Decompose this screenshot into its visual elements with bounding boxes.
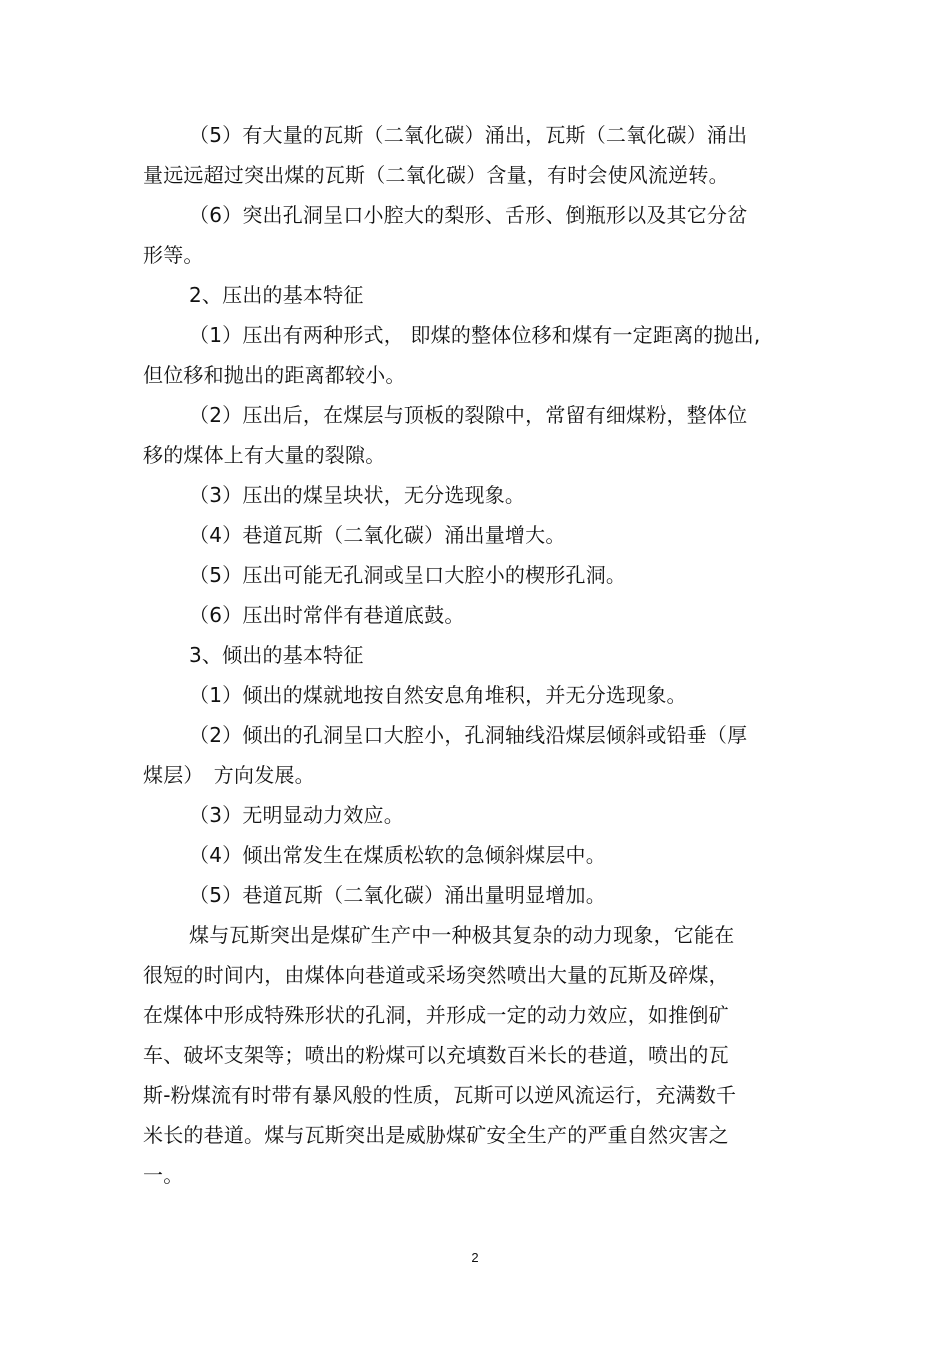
page-number: 2 [471,1250,479,1265]
section-heading: 2、压出的基本特征 [189,283,364,307]
text-line: 很短的时间内，由煤体向巷道或采场突然喷出大量的瓦斯及碎煤， [143,963,729,987]
section-heading: 3、倾出的基本特征 [189,643,364,667]
text-line: 斯-粉煤流有时带有暴风般的性质，瓦斯可以逆风流运行，充满数千 [143,1083,737,1107]
text-line: 车、破坏支架等；喷出的粉煤可以充填数百米长的巷道，喷出的瓦 [143,1043,729,1067]
text-line: 煤与瓦斯突出是煤矿生产中一种极其复杂的动力现象，它能在 [189,923,735,947]
text-line: 煤层） 方向发展。 [143,763,315,787]
text-line: （5）压出可能无孔洞或呈口大腔小的楔形孔洞。 [189,563,627,587]
text-line: 在煤体中形成特殊形状的孔洞，并形成一定的动力效应，如推倒矿 [143,1003,729,1027]
text-line: （3）无明显动力效应。 [189,803,404,827]
text-line: （1）压出有两种形式， 即煤的整体位移和煤有一定距离的抛出, [189,323,761,347]
text-line: （1）倾出的煤就地按自然安息角堆积，并无分选现象。 [189,683,687,707]
text-line: 量远远超过突出煤的瓦斯（二氧化碳）含量，有时会使风流逆转。 [143,163,729,187]
text-line: （5）有大量的瓦斯（二氧化碳）涌出，瓦斯（二氧化碳）涌出 [189,123,748,147]
text-line: （2）压出后，在煤层与顶板的裂隙中，常留有细煤粉，整体位 [189,403,748,427]
text-line: （4）倾出常发生在煤质松软的急倾斜煤层中。 [189,843,606,867]
text-line: （5）巷道瓦斯（二氧化碳）涌出量明显增加。 [189,883,606,907]
text-line: （4）巷道瓦斯（二氧化碳）涌出量增大。 [189,523,566,547]
text-line: （6）突出孔洞呈口小腔大的梨形、舌形、倒瓶形以及其它分岔 [189,203,748,227]
text-line: 但位移和抛出的距离都较小。 [143,363,406,387]
text-line: （3）压出的煤呈块状，无分选现象。 [189,483,526,507]
text-line: 一。 [143,1163,184,1187]
text-line: （2）倾出的孔洞呈口大腔小，孔洞轴线沿煤层倾斜或铅垂（厚 [189,723,748,747]
text-line: （6）压出时常伴有巷道底鼓。 [189,603,465,627]
text-line: 形等。 [143,243,204,267]
text-line: 米长的巷道。煤与瓦斯突出是威胁煤矿安全生产的严重自然灾害之 [143,1123,729,1147]
text-line: 移的煤体上有大量的裂隙。 [143,443,386,467]
